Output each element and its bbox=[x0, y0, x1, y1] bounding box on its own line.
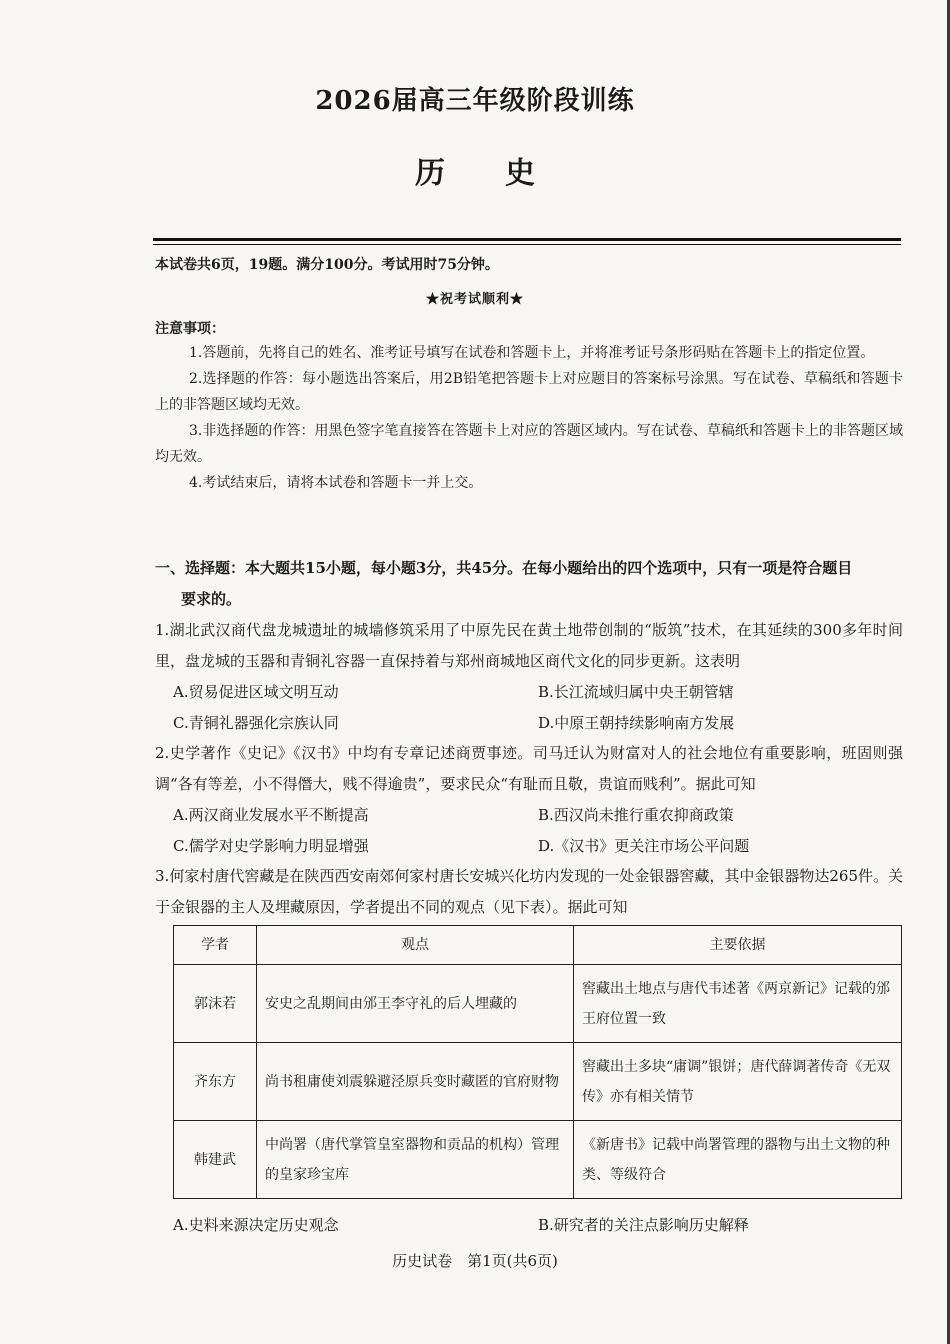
header-rule bbox=[153, 238, 901, 241]
question-1-options bbox=[173, 677, 903, 739]
option-c: C.儒学对史学影响力明显增强 bbox=[173, 837, 369, 855]
option-c: C.青铜礼器强化宗族认同 bbox=[173, 714, 339, 732]
option-d: D.《汉书》更关注市场公平问题 bbox=[538, 837, 750, 855]
viewpoint-cell: 中尚署（唐代掌管皇室器物和贡品的机构）管理的皇家珍宝库 bbox=[257, 1121, 574, 1199]
option-a: A.史料来源决定历史观念 bbox=[173, 1216, 339, 1234]
evidence-cell: 窖藏出土多块“庸调”银饼；唐代薛调著传奇《无双传》亦有相关情节 bbox=[574, 1043, 902, 1121]
scholar-cell: 郭沫若 bbox=[174, 965, 257, 1043]
notice-item: 1.答题前，先将自己的姓名、准考证号填写在试卷和答题卡上，并将准考证号条形码贴在答题卡上的指定位置。 bbox=[189, 345, 875, 361]
option-b: B.长江流域归属中央王朝管辖 bbox=[538, 683, 734, 701]
option-d: D.中原王朝持续影响南方发展 bbox=[538, 714, 735, 732]
table-row bbox=[174, 1043, 902, 1121]
scholar-cell: 齐东方 bbox=[174, 1043, 257, 1121]
question-3-options bbox=[173, 1210, 903, 1241]
option-a: A.两汉商业发展水平不断提高 bbox=[173, 806, 369, 824]
notice-list bbox=[155, 340, 903, 496]
header-rule-thin bbox=[153, 244, 901, 245]
subject-title: 历史 bbox=[415, 156, 595, 191]
good-luck-line: ★祝考试顺利★ bbox=[425, 292, 524, 307]
question-2-options bbox=[173, 800, 903, 862]
option-b: B.研究者的关注点影响历史解释 bbox=[538, 1216, 749, 1234]
option-b: B.西汉尚未推行重农抑商政策 bbox=[538, 806, 734, 824]
exam-title: 2026届高三年级阶段训练 bbox=[315, 86, 635, 116]
page-footer: 历史试卷 第1页(共6页) bbox=[392, 1252, 558, 1270]
table-header: 观点 bbox=[257, 926, 574, 965]
viewpoint-cell: 安史之乱期间由邠王李守礼的后人埋藏的 bbox=[257, 965, 574, 1043]
viewpoints-table bbox=[173, 925, 902, 1199]
section-heading-line: 要求的。 bbox=[181, 590, 242, 608]
scholar-cell: 韩建武 bbox=[174, 1121, 257, 1199]
section-heading bbox=[155, 553, 903, 615]
question-1-stem: 1.湖北武汉商代盘龙城遗址的城墙修筑采用了中原先民在黄土地带创制的“版筑”技术，在其延续的300多年时间里，盘龙城的玉器和青铜礼容器一直保持着与郑州商城地区商代文化的同步更新。这表明 bbox=[155, 621, 903, 670]
question-3-stem: 3.何家村唐代窖藏是在陕西西安南郊何家村唐长安城兴化坊内发现的一处金银器窖藏，其中金银器物达265件。关于金银器的主人及埋藏原因，学者提出不同的观点（见下表）。据此可知 bbox=[155, 867, 903, 916]
viewpoint-cell: 尚书租庸使刘震躲避泾原兵变时藏匿的官府财物 bbox=[257, 1043, 574, 1121]
notice-title: 注意事项： bbox=[155, 321, 225, 337]
evidence-cell: 《新唐书》记载中尚署管理的器物与出土文物的种类、等级符合 bbox=[574, 1121, 902, 1199]
notice-item: 3.非选择题的作答：用黑色签字笔直接答在答题卡上对应的答题区域内。写在试卷、草稿纸和答题卡上的非答题区域均无效。 bbox=[155, 423, 903, 465]
notice-item: 4.考试结束后，请将本试卷和答题卡一并上交。 bbox=[189, 475, 483, 491]
table-row bbox=[174, 965, 902, 1043]
evidence-cell: 窖藏出土地点与唐代韦述著《两京新记》记载的邠王府位置一致 bbox=[574, 965, 902, 1043]
table-header: 学者 bbox=[174, 926, 257, 965]
question-2-stem: 2.史学著作《史记》《汉书》中均有专章记述商贾事迹。司马迁认为财富对人的社会地位有重要影响，班固则强调“各有等差，小不得僭大，贱不得逾贵”，要求民众“有耻而且敬，贵谊而贱利”。据此可知 bbox=[155, 744, 903, 793]
table-row bbox=[174, 1121, 902, 1199]
exam-info: 本试卷共6页，19题。满分100分。考试用时75分钟。 bbox=[155, 257, 499, 273]
notice-item: 2.选择题的作答：每小题选出答案后，用2B铅笔把答题卡上对应题目的答案标号涂黑。写在试卷、草稿纸和答题卡上的非答题区域均无效。 bbox=[155, 371, 903, 413]
option-a: A.贸易促进区域文明互动 bbox=[173, 683, 339, 701]
section-heading-line: 一、选择题：本大题共15小题，每小题3分，共45分。在每小题给出的四个选项中，只有一项是符合题目 bbox=[155, 559, 853, 577]
table-header: 主要依据 bbox=[574, 926, 902, 965]
table-header-row bbox=[174, 926, 902, 965]
